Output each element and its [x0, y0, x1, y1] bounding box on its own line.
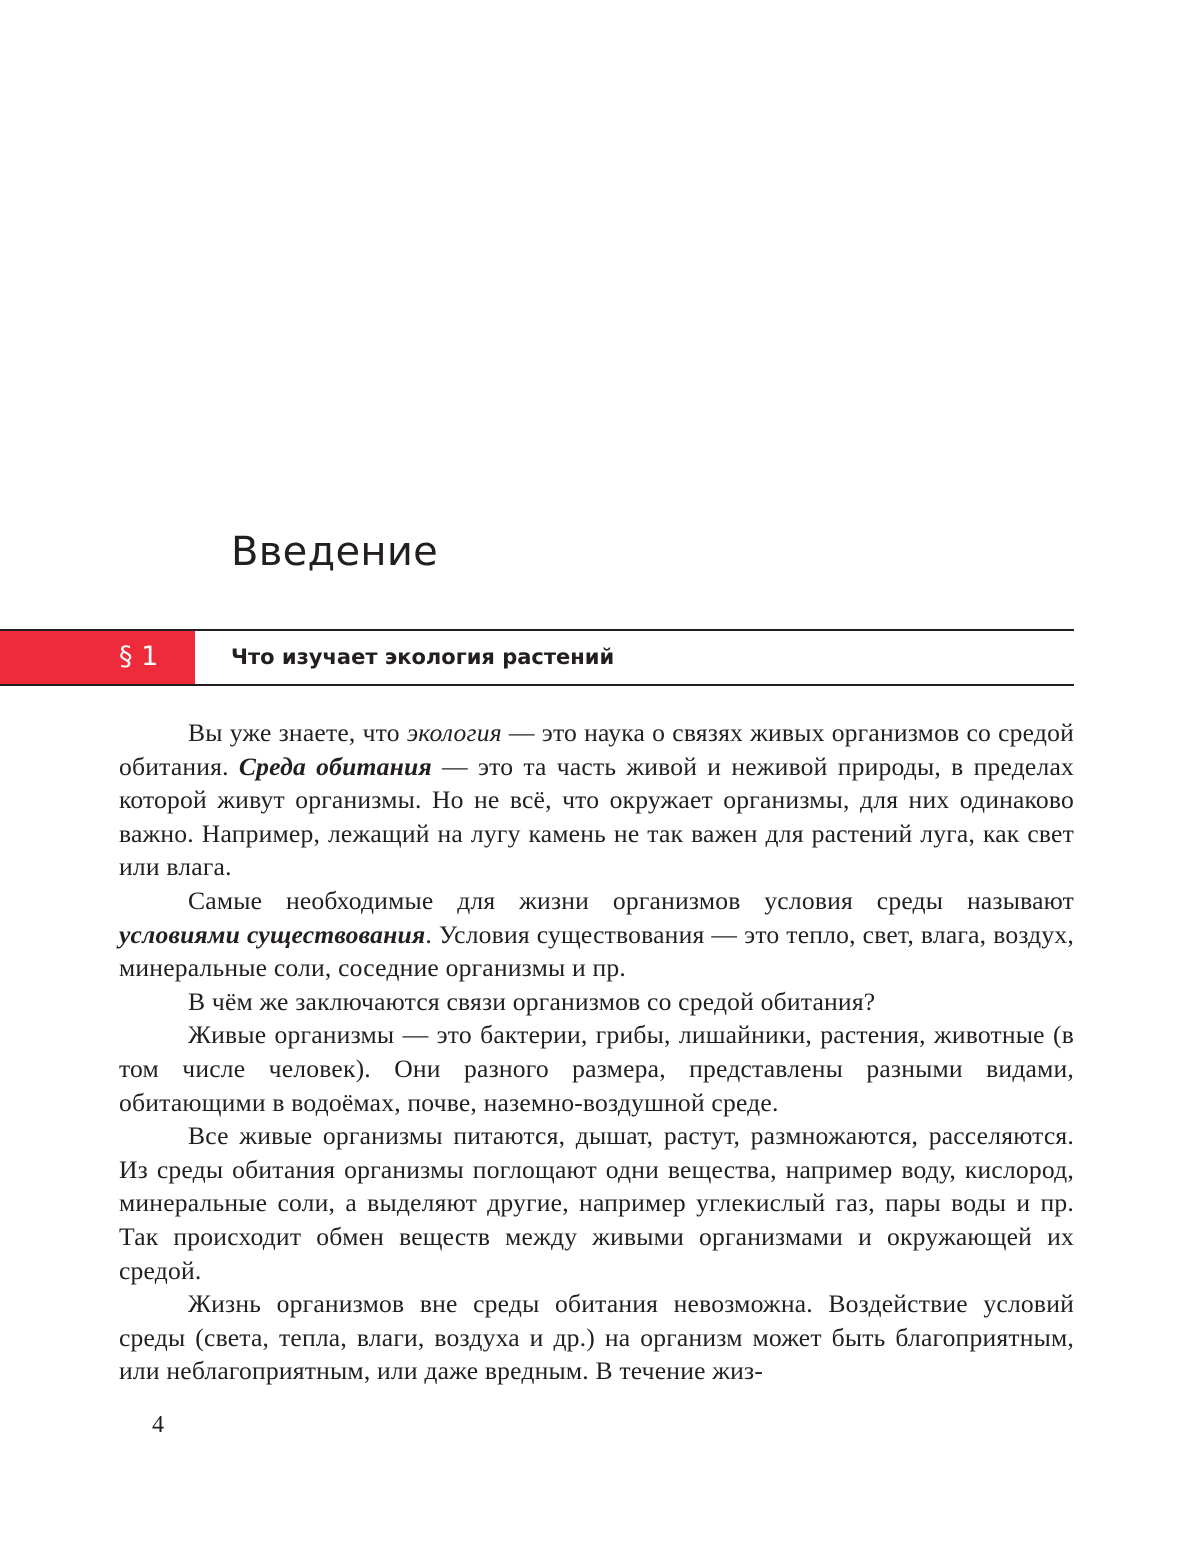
term-habitat: Среда обитания: [238, 751, 432, 781]
section-header: [0, 629, 1074, 686]
section-rule-bottom: [0, 684, 1074, 686]
section-number-box: [0, 629, 195, 686]
paragraph-6: Жизнь организмов вне среды обитания невозможна. Воздействие условий среды (света, тепла, влаги, воздуха и др.) на организм может быть благоприятным, или неблагоприятным, или даже вредным. В течение жиз-: [119, 1289, 1074, 1386]
paragraph-1-text-b: — это наука о связях живых организмов со средой обитания.: [119, 718, 1075, 781]
paragraph-2-text-a: Самые необходимые для жизни организмов условия среды называют: [188, 885, 1074, 915]
chapter-title: Введение: [231, 529, 439, 575]
section-number: § 1: [119, 641, 159, 672]
page-number: 4: [152, 1412, 164, 1438]
paragraph-2: [119, 884, 1074, 985]
paragraph-4: Живые организмы — это бактерии, грибы, лишайники, растения, животные (в том числе человек). Они разного размера, представлены разными видами, обитающими в водоёмах, почве, наземно-воздушной среде.: [119, 1020, 1074, 1117]
paragraph-1-text-a: Вы уже знаете, что: [188, 718, 407, 747]
body-text: [119, 716, 1074, 1388]
section-rule-top: [0, 629, 1074, 631]
term-conditions-of-existence: условиями существования: [119, 919, 426, 949]
section-title: Что изучает экология растений: [231, 645, 615, 669]
paragraph-5: Все живые организмы питаются, дышат, растут, размножаются, расселяются. Из среды обитания организмы поглощают одни вещества, например воду, кислород, минеральные соли, а выделяют другие, например углекислый газ, пары воды и пр. Так происходит обмен веществ между живыми организмами и окружающей их средой.: [119, 1121, 1074, 1285]
paragraph-1-text-c: — это та часть живой и неживой природы, в пределах которой живут организмы. Но не всё, что окружает организмы, для них одинаково важно. Например, лежащий на лугу камень не так важен для растений луга, как свет или влага.: [119, 751, 1074, 882]
paragraph-2-text-b: . Условия существования — это тепло, свет, влага, воздух, минеральные соли, соседние организмы и пр.: [119, 919, 1074, 983]
paragraph-1: [119, 716, 1074, 884]
term-ecology: экология: [406, 718, 502, 747]
paragraph-3: В чём же заключаются связи организмов со средой обитания?: [188, 986, 876, 1016]
